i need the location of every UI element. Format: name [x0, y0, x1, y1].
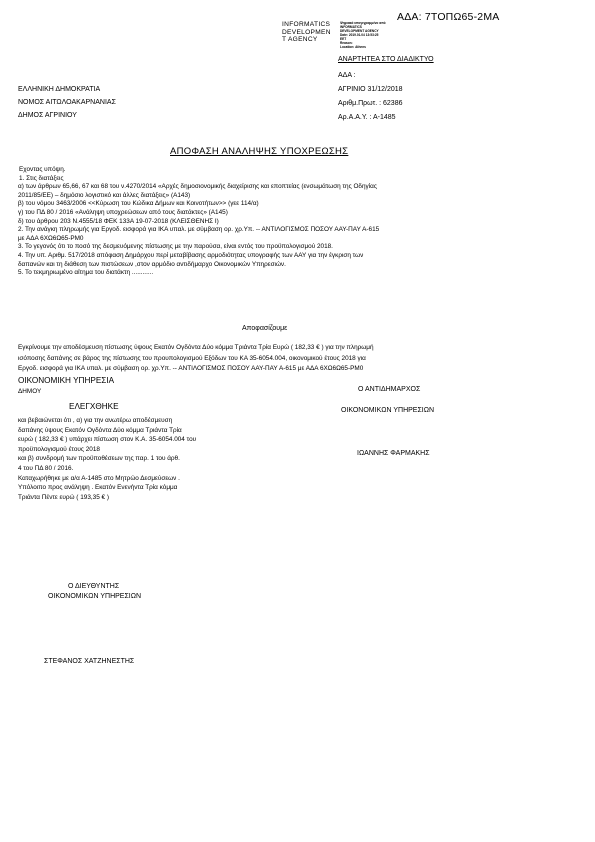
signer-org-line: INFORMATICS — [282, 21, 331, 28]
financial-line: Τριάντα Πέντε ευρώ ( 193,35 € ) — [18, 493, 109, 501]
signature-detail-line: Location: Athens — [340, 45, 366, 49]
decision-line: ισόποσης δαπάνης σε βάρος της πίστωσης του προυπολογισμού Εξόδων του ΚΑ 35-6054.004, οικονομικού έτους 2018 για — [18, 354, 366, 362]
preamble — [18, 166, 379, 278]
director-title: Ο ΔΙΕΥΘΥΝΤΗΣ — [68, 583, 120, 590]
protocol-number: Αριθμ.Πρωτ. : 62386 — [338, 100, 403, 107]
signature-detail-line: INFORMATICS — [340, 25, 362, 29]
decision-heading: Αποφασίζουμε — [242, 325, 288, 332]
preamble-item: δαπανών και τη διάθεση των πιστώσεων ,στον αρμόδιο αντιδήμαρχο Οικονομικών Υπηρεσιών. — [18, 260, 286, 268]
financial-line: και β) συνδρομή των προϋποθέσεων της παρ. 1 του άρθ. — [18, 455, 180, 463]
director-name: ΣΤΕΦΑΝΟΣ ΧΑΤΖΗΝΕΣΤΗΣ — [44, 658, 135, 665]
issuer-block — [18, 83, 116, 122]
checked-label: ΕΛΕΓΧΘΗΚΕ — [69, 402, 119, 411]
financial-line: προϋπολογισμού έτους 2018 — [18, 445, 100, 453]
financial-service-subtitle: ΔΗΜΟΥ — [18, 388, 42, 395]
signer-org-line: DEVELOPMEN — [282, 28, 331, 36]
decision-line: Εγκρίνουμε την αποδέσμευση πίστωσης ύψους Εκατόν Ογδόντα Δύο κόμμα Τριάντα Τρία Ευρώ ( 182,33 € ) για την πληρωμή — [18, 344, 374, 351]
financial-service-title: ΟΙΚΟΝΟΜΙΚΗ ΥΠΗΡΕΣΙΑ — [18, 376, 115, 385]
preamble-item: 2. Την ανάγκη πληρωμής για Εργοδ. εισφορά για ΙΚΑ υπαλ. με σύμβαση ορ. χρ.Υπ. -- ΑΝΤΙΛΟΓΙΣΜΟΣ ΠΟΣΟΥ ΑΑΥ-ΠΑΥ Α-615 — [18, 226, 380, 234]
digital-signature-block — [282, 21, 331, 44]
preamble-item: γ) του ΠΔ 80 / 2016 «Ανάληψη υποχρεώσεων από τους διατάκτες» (Α145) — [18, 208, 228, 216]
financial-line: δαπάνης ύψους Εκατόν Ογδόντα Δύο κόμμα Τριάντα Τρία — [18, 426, 182, 434]
ada-field: ΑΔΑ : — [338, 72, 356, 79]
preamble-item: 5. Το τεκμηριωμένο αίτημα του διατάκτη ............ — [18, 269, 154, 277]
decision-text — [18, 343, 374, 375]
financial-service-text — [18, 416, 196, 502]
posting-note: ΑΝΑΡΤΗΤΕΑ ΣΤΟ ΔΙΑΔΙΚΤΥΟ — [338, 56, 434, 63]
issuer-line: ΕΛΛΗΝΙΚΗ ΔΗΜΟΚΡΑΤΙΑ — [18, 86, 101, 93]
aay-number: Αρ.Α.Α.Υ. : Α-1485 — [338, 114, 396, 121]
meta-block — [338, 69, 403, 125]
decision-line: Εργοδ. εισφορά για ΙΚΑ υπαλ. με σύμβαση ορ. χρ.Υπ. -- ΑΝΤΙΛΟΓΙΣΜΟΣ ΠΟΣΟΥ ΑΑΥ-ΠΑΥ Α-615 με ΑΔΑ 6ΧΩ6Ω65-ΡΜ0 — [18, 365, 364, 372]
signer-org-line: T AGENCY — [282, 36, 318, 44]
signature-details — [340, 21, 386, 49]
signature-detail-line: EET — [340, 37, 347, 41]
preamble-item: β) του νόμου 3463/2006 <<Κύρωση του Κώδικα Δήμων και Κοινοτήτων>> (γεε 114/α) — [18, 200, 259, 208]
signature-detail-line: Ψηφιακά υπογεγραμμένο από — [340, 21, 386, 25]
preamble-item: δ) του άρθρου 203 Ν.4555/18 ΦΕΚ 133Α 19-07-2018 (ΚΛΕΙΣΘΕΝΗΣ Ι) — [18, 217, 219, 225]
issuer-line: ΝΟΜΟΣ ΑΙΤΩΛΟΑΚΑΡΝΑΝΙΑΣ — [18, 99, 116, 106]
place-date: ΑΓΡΙΝΙΟ 31/12/2018 — [338, 86, 403, 93]
deputy-mayor-title: Ο ΑΝΤΙΔΗΜΑΡΧΟΣ — [358, 386, 421, 393]
signature-detail-line: Date: 2019.01.04 13:53:25 — [340, 33, 379, 37]
financial-line: Υπόλοιπο προς ανάληψη . Εκατόν Ενενήντα Τρία κόμμα — [18, 484, 178, 492]
signature-detail-line: Reason: — [340, 41, 353, 45]
financial-line: και βεβαιώνεται ότι , α) για την ανωτέρω αποδέσμευση — [18, 417, 173, 424]
director-service: ΟΙΚΟΝΟΜΙΚΩΝ ΥΠΗΡΕΣΙΩΝ — [48, 593, 142, 600]
preamble-item: 2011/85/ΕΕ) – δημόσιο λογιστικό και άλλες διατάξεις» (Α143) — [18, 191, 191, 199]
preamble-item: 1. Στις διατάξεις — [19, 174, 64, 182]
ada-top: ΑΔΑ: 7ΤΟΠΩ65-2ΜΑ — [397, 11, 500, 23]
preamble-item: με ΑΔΑ 6ΧΩ6Ω65-ΡΜ0 — [18, 234, 84, 242]
preamble-item: 3. Το γεγονός ότι το ποσό της δεσμευόμενης πίστωσης με την παρούσα, είναι εντός του προϋπολογισμού 2018. — [18, 243, 333, 251]
preamble-item: α) των άρθρων 65,66, 67 και 68 του ν.4270/2014 «Αρχές δημοσιονομικής διαχείρισης και εποπτείας (ενσωμάτωση της Οδηγίας — [18, 183, 377, 191]
page-title: ΑΠΟΦΑΣΗ ΑΝΑΛΗΨΗΣ ΥΠΟΧΡΕΩΣΗΣ — [170, 146, 349, 157]
signature-detail-line: DEVELOPMENT AGENCY — [340, 29, 379, 33]
financial-line: ευρώ ( 182,33 € ) υπάρχει πίστωση στον Κ.Α. 35-6054.004 του — [18, 436, 197, 444]
preamble-item: 4. Την υπ. Αριθμ. 517/2018 απόφαση Δημάρχου περί μεταβίβασης αρμοδιότητας υπογραφής των ΑΑΥ για την έγκριση των — [18, 251, 364, 259]
deputy-mayor-service: ΟΙΚΟΝΟΜΙΚΩΝ ΥΠΗΡΕΣΙΩΝ — [341, 407, 435, 414]
financial-line: Καταχωρήθηκε με α/α Α-1485 στο Μητρώο Δεσμεύσεων . — [18, 474, 180, 482]
deputy-mayor-name: ΙΩΑΝΝΗΣ ΦΑΡΜΑΚΗΣ — [357, 450, 430, 457]
financial-line: 4 του ΠΔ 80 / 2016. — [18, 464, 74, 472]
preamble-intro: Εχοντας υπόψη. — [19, 166, 66, 173]
issuer-line: ΔΗΜΟΣ ΑΓΡΙΝΙΟΥ — [18, 112, 77, 119]
